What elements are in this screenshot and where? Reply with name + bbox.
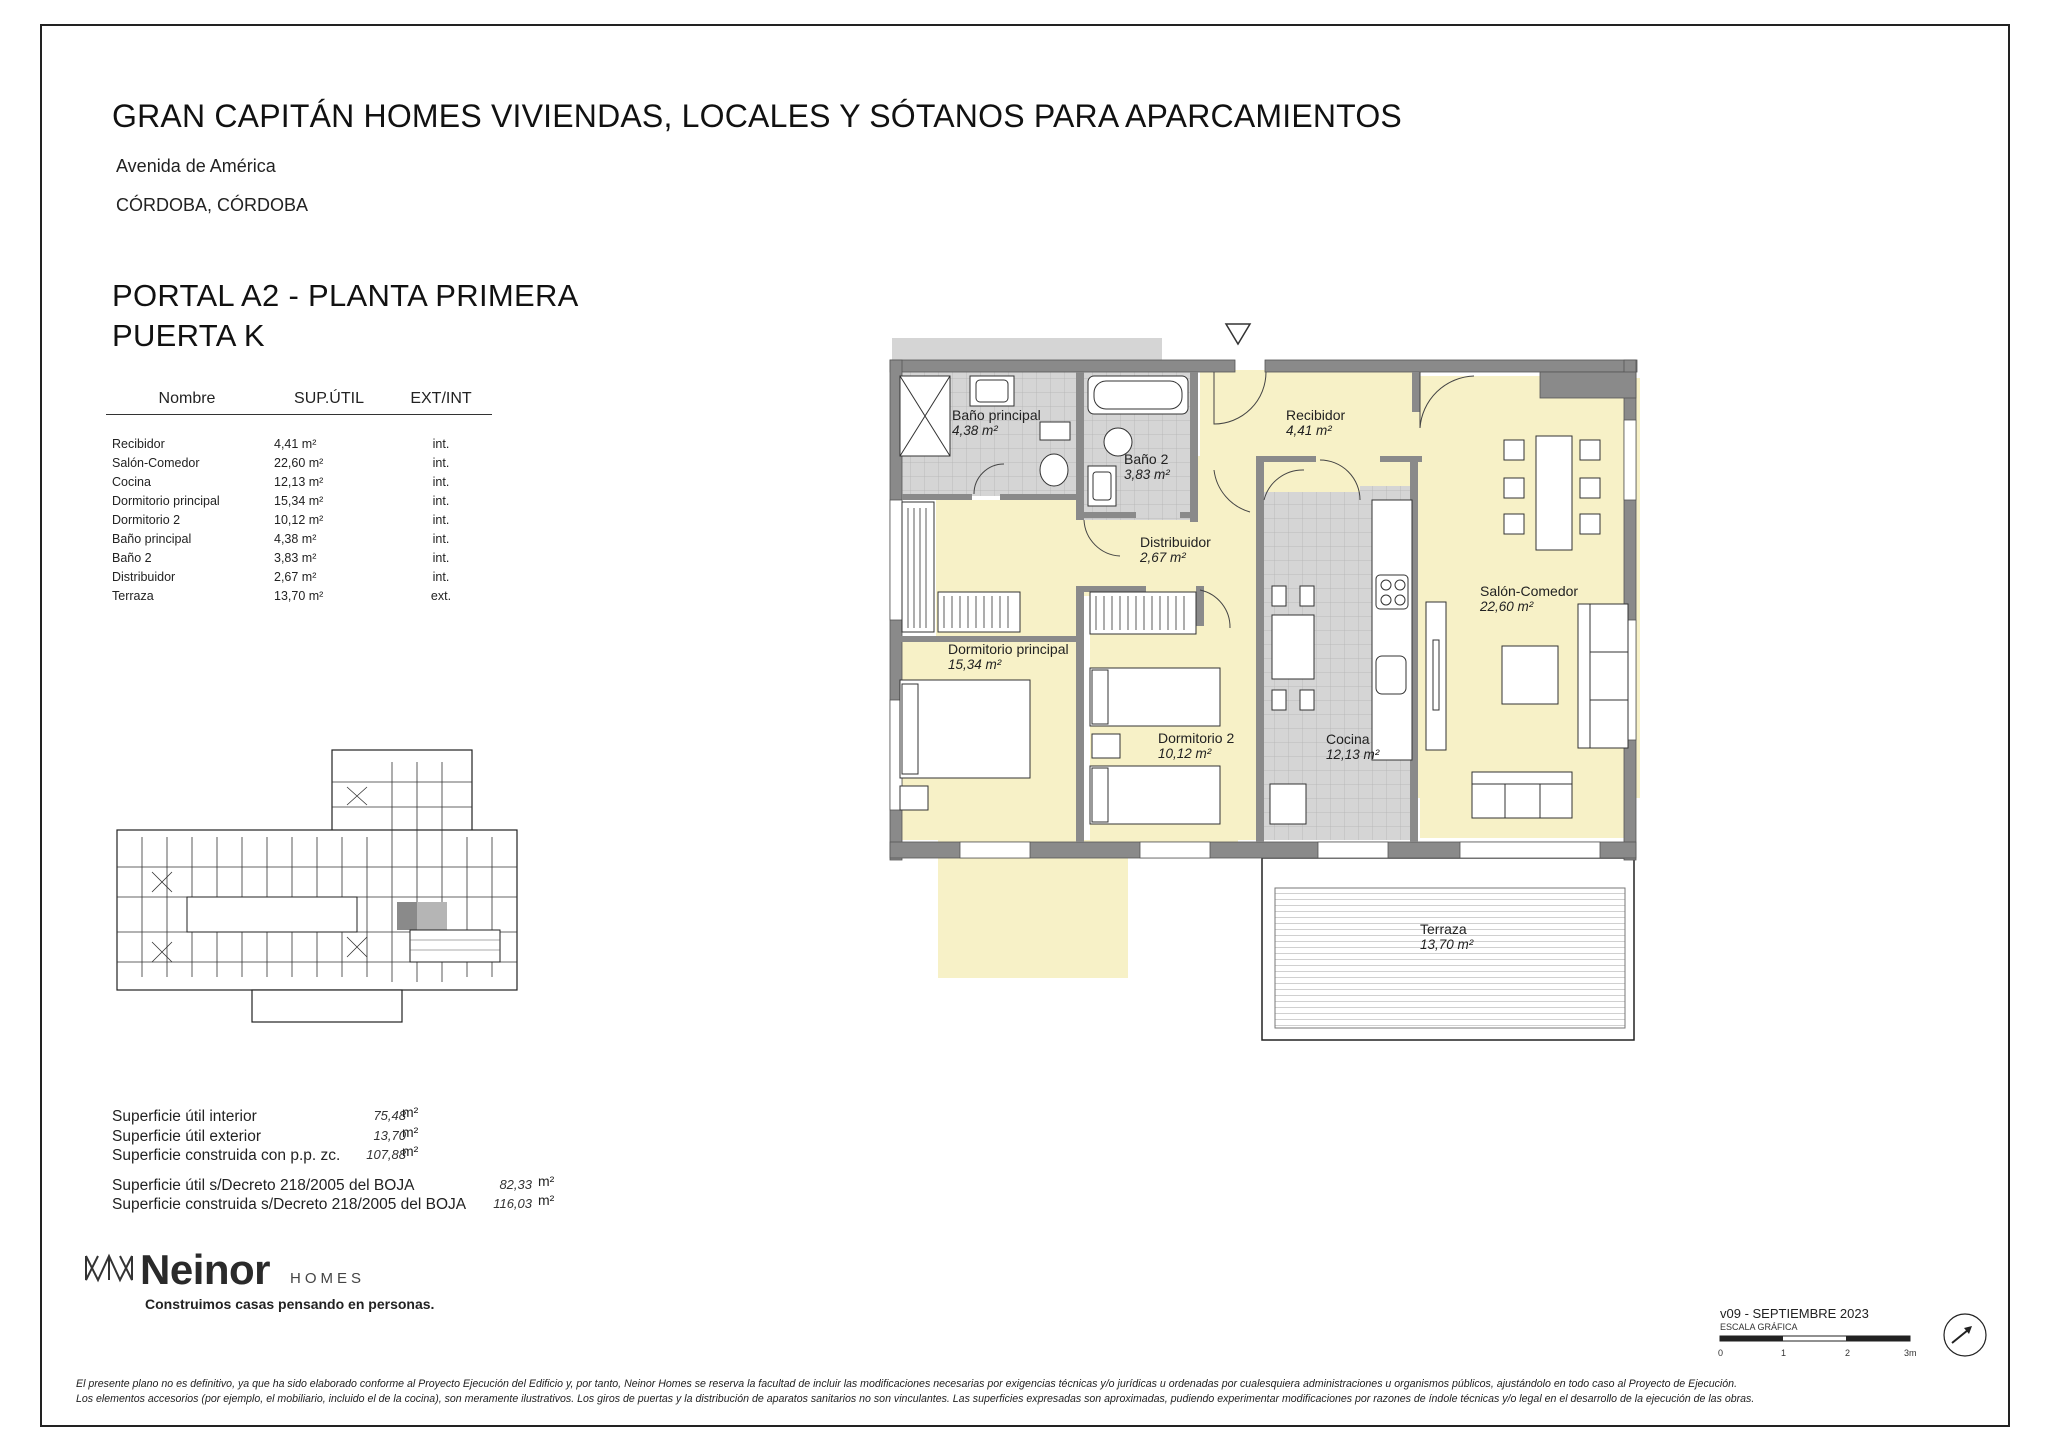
sum-constr-boja-value: 116,03 bbox=[493, 1196, 532, 1211]
room-type: int. bbox=[432, 550, 450, 565]
table-row bbox=[106, 510, 492, 529]
room-name: Terraza bbox=[112, 588, 154, 603]
room-area: 4,38 m² bbox=[274, 531, 317, 546]
room-type: ext. bbox=[430, 588, 452, 603]
room-area: 13,70 m² bbox=[274, 588, 324, 603]
sum-util-boja-label: Superficie útil s/Decreto 218/2005 del BOJA bbox=[112, 1177, 415, 1194]
disclaimer-line-1: El presente plano no es definitivo, ya que ha sido elaborado conforme al Proyecto Ejecución del Edificio y, por tanto, Neinor Homes se reserva la facultad de incluir las modificaciones necesarias por exigencias técnicas y/o jurídicas u ordenadas por cualesquiera administraciones u organismos públicos, ajustándolo en todo caso al Proyecto de Ejecución. bbox=[76, 1378, 1738, 1390]
sum-exterior-value: 13,70 bbox=[373, 1128, 406, 1143]
label-cocina: Cocina 12,13 m² bbox=[1326, 731, 1380, 762]
room-type: int. bbox=[432, 531, 450, 546]
brand-name: Neinor bbox=[140, 1246, 271, 1293]
neinor-logo-icon bbox=[84, 1252, 134, 1284]
scale-tick-3: 3m bbox=[1904, 1348, 1917, 1358]
room-area: 4,41 m² bbox=[274, 436, 317, 451]
rooms-table-header bbox=[106, 386, 492, 415]
brand-sub: HOMES bbox=[290, 1270, 366, 1287]
street-address: Avenida de América bbox=[116, 156, 276, 176]
table-row bbox=[106, 586, 492, 605]
version-label: v09 - SEPTIEMBRE 2023 bbox=[1720, 1306, 1869, 1321]
room-name: Distribuidor bbox=[112, 569, 176, 584]
room-name: Cocina bbox=[112, 474, 151, 489]
sum-exterior-label: Superficie útil exterior bbox=[112, 1128, 262, 1145]
label-bano-principal: Baño principal 4,38 m² bbox=[952, 407, 1041, 438]
room-type: int. bbox=[432, 474, 450, 489]
room-area: 15,34 m² bbox=[274, 493, 324, 508]
label-terraza: Terraza 13,70 m² bbox=[1420, 921, 1474, 952]
room-name: Dormitorio principal bbox=[112, 493, 220, 508]
label-recibidor: Recibidor 4,41 m² bbox=[1286, 407, 1346, 438]
label-dormitorio-principal: Dormitorio principal 15,34 m² bbox=[948, 641, 1069, 672]
room-name: Recibidor bbox=[112, 436, 165, 451]
table-row bbox=[106, 567, 492, 586]
col-ext-int: EXT/INT bbox=[390, 386, 492, 415]
room-area: 12,13 m² bbox=[274, 474, 324, 489]
scale-label: ESCALA GRÁFICA bbox=[1720, 1322, 1798, 1332]
sum-exterior-unit: m² bbox=[402, 1124, 419, 1140]
rooms-table bbox=[106, 386, 492, 605]
label-salon: Salón-Comedor 22,60 m² bbox=[1480, 583, 1579, 614]
room-name: Baño 2 bbox=[112, 550, 152, 565]
sum-construida-unit: m² bbox=[402, 1143, 419, 1159]
scale-tick-2: 2 bbox=[1845, 1348, 1851, 1358]
room-name: Dormitorio 2 bbox=[112, 512, 181, 527]
graphic-scale bbox=[1716, 1334, 1926, 1364]
col-nombre: Nombre bbox=[106, 386, 268, 415]
sum-constr-boja-unit: m² bbox=[538, 1192, 555, 1208]
room-area: 2,67 m² bbox=[274, 569, 317, 584]
room-name: Salón-Comedor bbox=[112, 455, 200, 470]
table-row bbox=[106, 529, 492, 548]
sum-util-boja-unit: m² bbox=[538, 1173, 555, 1189]
sum-interior-unit: m² bbox=[402, 1104, 419, 1120]
scale-tick-1: 1 bbox=[1781, 1348, 1787, 1358]
label-distribuidor: Distribuidor 2,67 m² bbox=[1140, 534, 1211, 565]
sum-construida-label: Superficie construida con p.p. zc. bbox=[112, 1147, 341, 1164]
sum-interior-value: 75,48 bbox=[373, 1108, 406, 1123]
disclaimer-line-2: Los elementos accesorios (por ejemplo, el mobiliario, incluido el de la cocina), son meramente ilustrativos. Los giros de puertas y la distribución de aparatos sanitarios no son vinculantes. Las superficies expresadas son aproximadas, pudiendo experimentar modificaciones por razones de índole técnicas y/o legal en el desarrollo de la ejecución de las obras. bbox=[76, 1393, 1755, 1405]
room-type: int. bbox=[432, 455, 450, 470]
project-title: GRAN CAPITÁN HOMES VIVIENDAS, LOCALES Y SÓTANOS PARA APARCAMIENTOS bbox=[112, 98, 1402, 134]
label-bano-2: Baño 2 3,83 m² bbox=[1124, 451, 1170, 482]
table-row bbox=[106, 548, 492, 567]
room-type: int. bbox=[432, 436, 450, 451]
city-address: CÓRDOBA, CÓRDOBA bbox=[116, 195, 309, 215]
label-dormitorio-2: Dormitorio 2 10,12 m² bbox=[1158, 730, 1235, 761]
sum-interior-label: Superficie útil interior bbox=[112, 1108, 257, 1125]
col-sup-util: SUP.ÚTIL bbox=[268, 386, 390, 415]
room-area: 3,83 m² bbox=[274, 550, 317, 565]
sum-constr-boja-label: Superficie construida s/Decreto 218/2005 del BOJA bbox=[112, 1196, 467, 1213]
north-arrow-icon bbox=[1940, 1310, 1990, 1360]
sum-util-boja-value: 82,33 bbox=[499, 1177, 532, 1192]
room-area: 22,60 m² bbox=[274, 455, 324, 470]
room-type: int. bbox=[432, 569, 450, 584]
table-row bbox=[106, 472, 492, 491]
scale-tick-0: 0 bbox=[1718, 1348, 1724, 1358]
room-name: Baño principal bbox=[112, 531, 192, 546]
portal-heading: PORTAL A2 - PLANTA PRIMERA bbox=[112, 278, 579, 313]
key-plan bbox=[112, 742, 532, 1027]
room-area: 10,12 m² bbox=[274, 512, 324, 527]
room-type: int. bbox=[432, 512, 450, 527]
sum-construida-value: 107,88 bbox=[366, 1147, 406, 1162]
table-row bbox=[106, 453, 492, 472]
door-heading: PUERTA K bbox=[112, 318, 265, 353]
table-row bbox=[106, 491, 492, 510]
brand-tagline: Construimos casas pensando en personas. bbox=[145, 1296, 435, 1312]
room-type: int. bbox=[432, 493, 450, 508]
table-row bbox=[106, 434, 492, 453]
